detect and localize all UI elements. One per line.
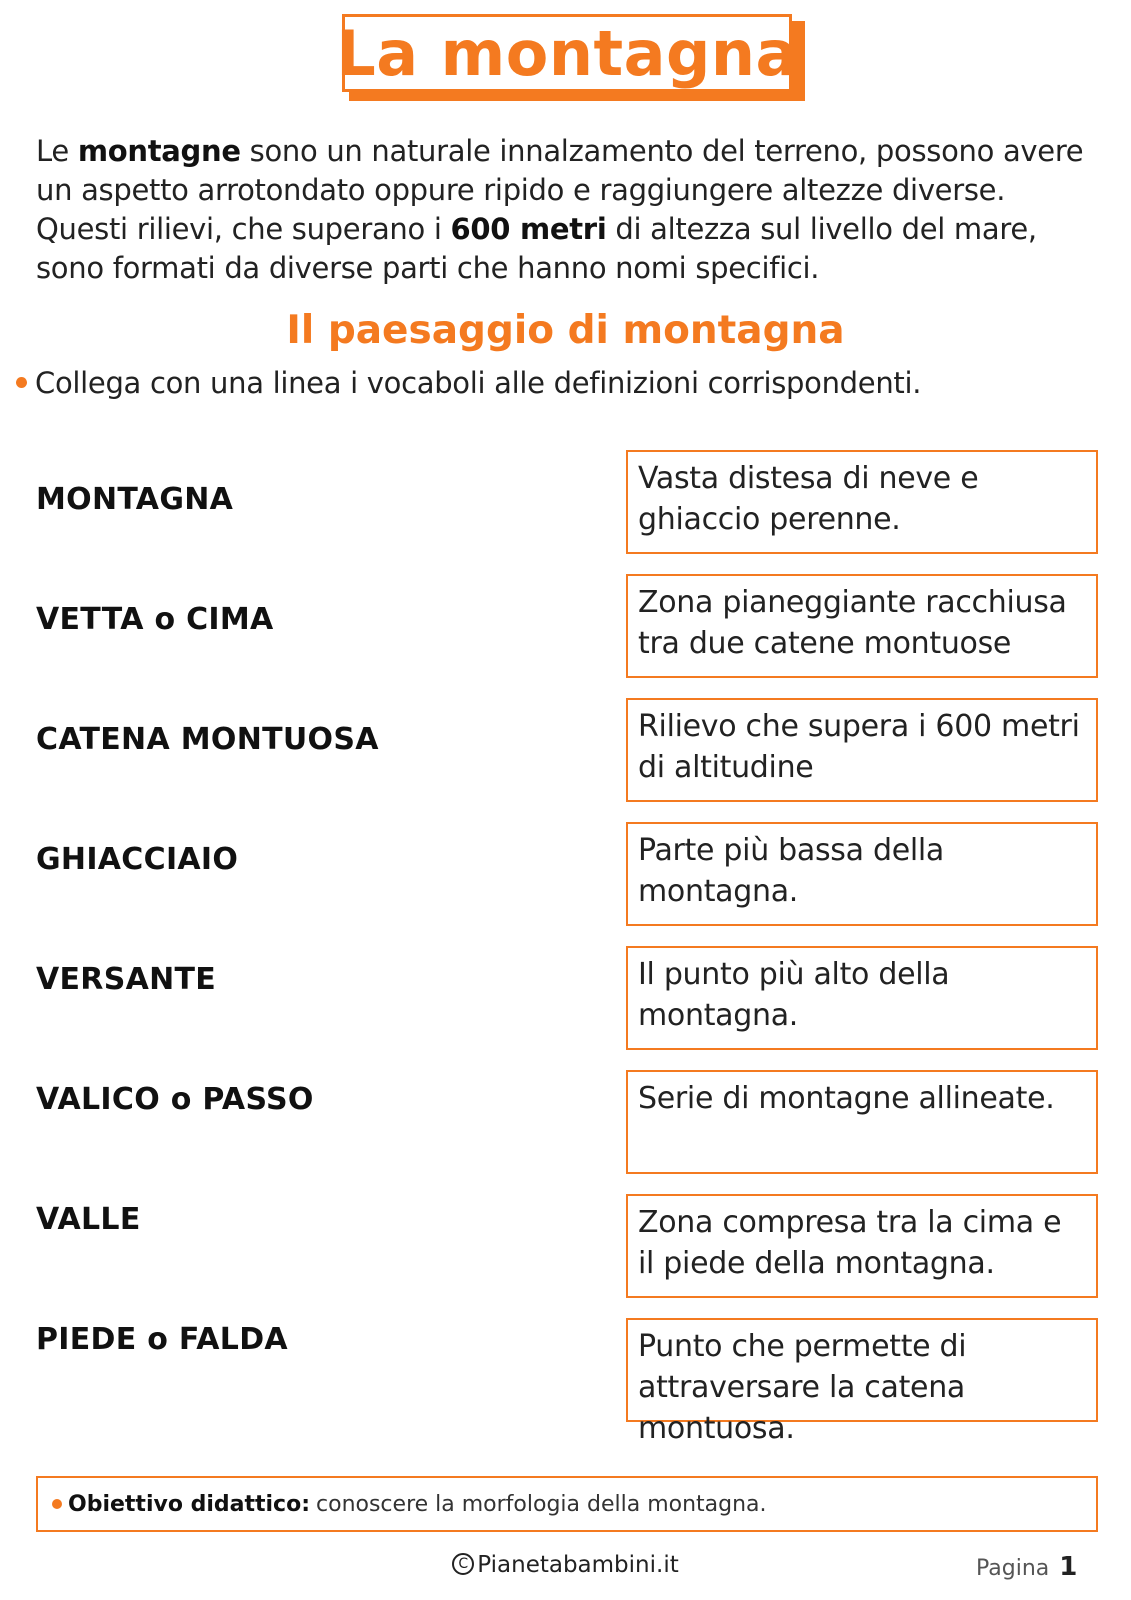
instruction	[16, 366, 1116, 400]
term-item[interactable]: GHIACCIAIO	[36, 842, 239, 877]
page-label: Pagina	[976, 1556, 1050, 1581]
title-box	[336, 14, 798, 92]
intro-text-1: Le	[36, 134, 78, 168]
learning-goal-box	[36, 1476, 1098, 1532]
intro-paragraph	[36, 132, 1096, 288]
definition-box[interactable]: Parte più bassa della montagna.	[626, 822, 1098, 926]
instruction-text: Collega con una linea i vocaboli alle definizioni corrispondenti.	[35, 366, 922, 400]
term-item[interactable]: VALICO o PASSO	[36, 1082, 314, 1117]
section-subtitle: Il paesaggio di montagna	[286, 308, 845, 353]
definition-box[interactable]: Vasta distesa di neve e ghiaccio perenne.	[626, 450, 1098, 554]
definition-box[interactable]: Serie di montagne allineate.	[626, 1070, 1098, 1174]
bullet-dot-icon	[52, 1499, 62, 1509]
page-indicator	[976, 1552, 1077, 1582]
term-item[interactable]: MONTAGNA	[36, 482, 234, 517]
page-number: 1	[1059, 1552, 1078, 1582]
term-item[interactable]: PIEDE o FALDA	[36, 1322, 288, 1357]
definition-box[interactable]: Punto che permette di attraversare la catena montuosa.	[626, 1318, 1098, 1422]
intro-text-2: sono un naturale innalzamento del terreno, possono avere un aspetto arrotondato oppure ripido e raggiungere altezze diverse. Questi rilievi, che superano i	[36, 134, 1084, 246]
definition-box[interactable]: Il punto più alto della montagna.	[626, 946, 1098, 1050]
title-banner	[336, 14, 798, 102]
definition-box[interactable]: Rilievo che supera i 600 metri di altitudine	[626, 698, 1098, 802]
intro-bold-600: 600 metri	[450, 212, 607, 246]
goal-label: Obiettivo didattico:	[68, 1491, 311, 1517]
definition-box[interactable]: Zona compresa tra la cima e il piede della montagna.	[626, 1194, 1098, 1298]
copyright-icon: C	[452, 1553, 474, 1575]
definition-box[interactable]: Zona pianeggiante racchiusa tra due catene montuose	[626, 574, 1098, 678]
term-item[interactable]: VERSANTE	[36, 962, 217, 997]
page-title: La montagna	[336, 16, 798, 90]
term-item[interactable]: VALLE	[36, 1202, 141, 1237]
brand-name[interactable]: Pianetabambini.it	[477, 1552, 679, 1578]
bullet-dot-icon	[16, 377, 27, 388]
goal-text: conoscere la morfologia della montagna.	[316, 1491, 767, 1517]
intro-bold-montagne: montagne	[77, 134, 241, 168]
footer-brand	[0, 1552, 1131, 1578]
term-item[interactable]: CATENA MONTUOSA	[36, 722, 379, 757]
term-item[interactable]: VETTA o CIMA	[36, 602, 274, 637]
intro-text-3: di altezza sul livello del mare, sono formati da diverse parti che hanno nomi specifici.	[36, 212, 1037, 285]
